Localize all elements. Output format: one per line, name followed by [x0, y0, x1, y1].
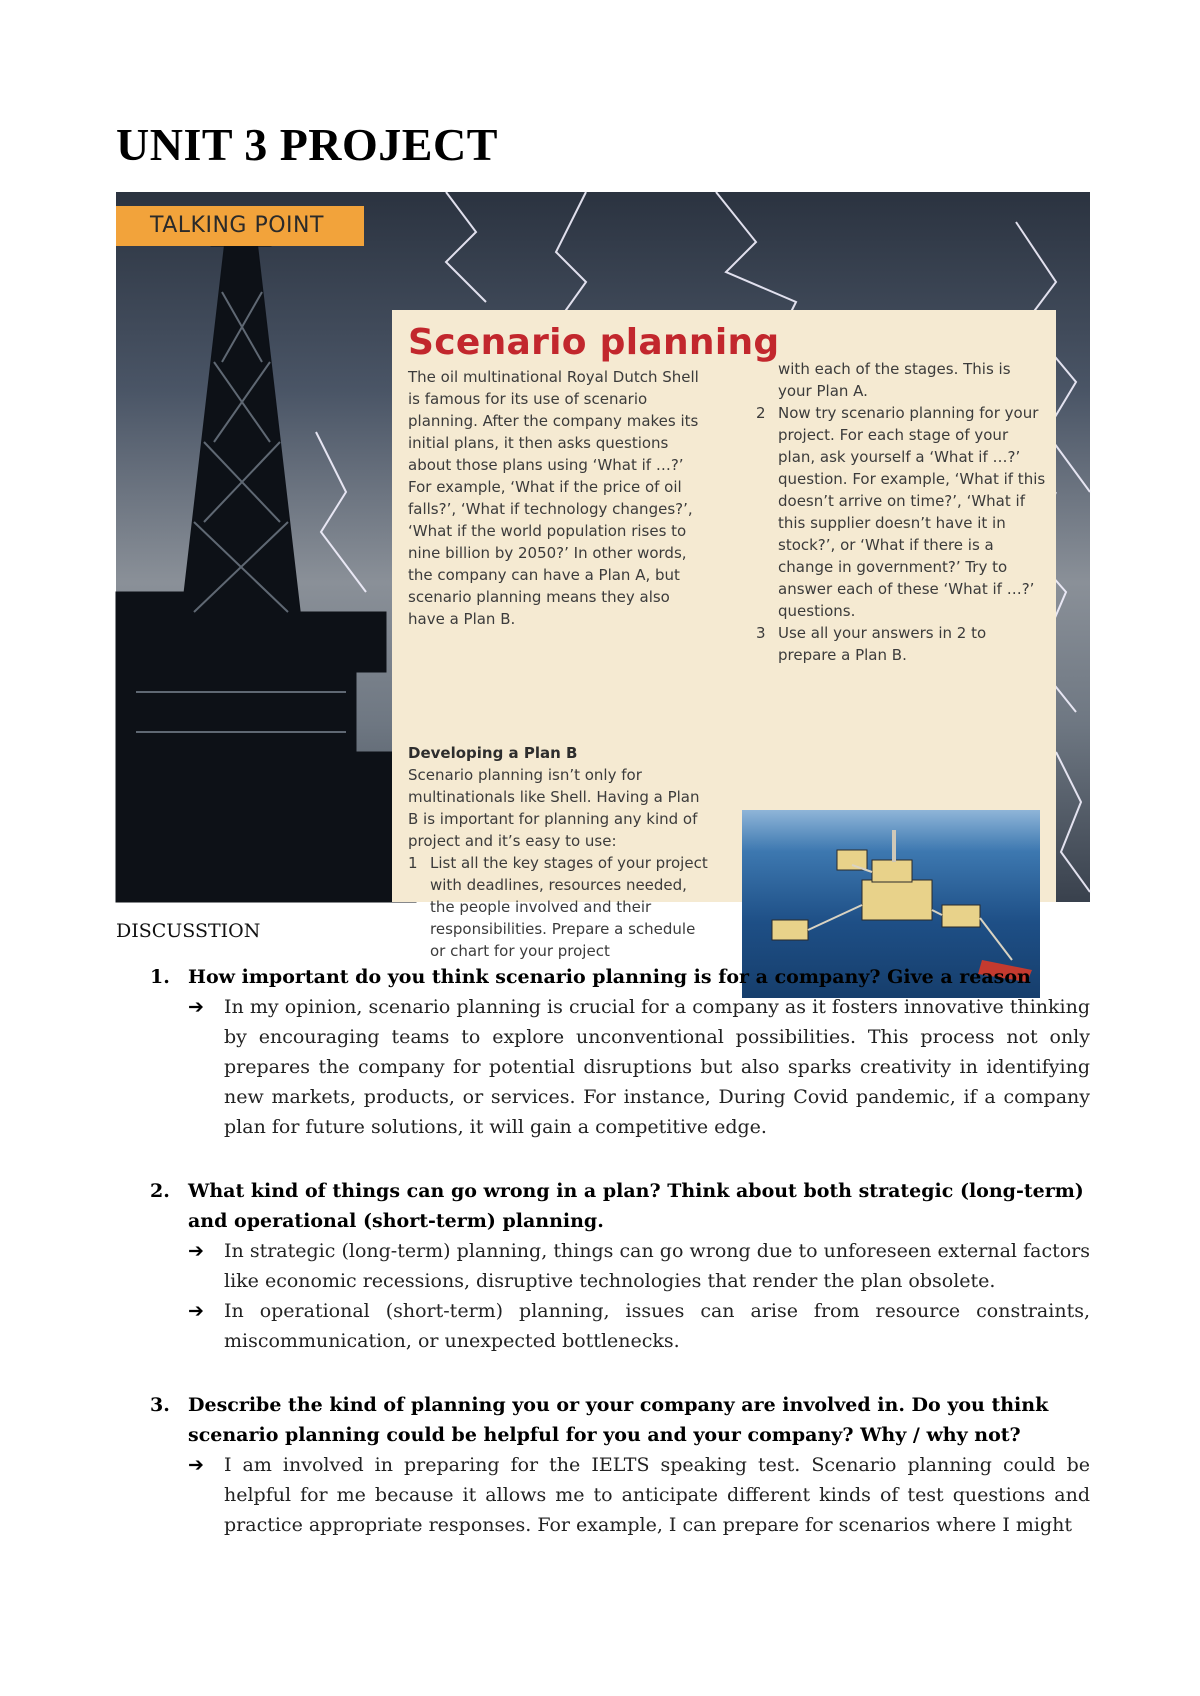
- card-intro-text: The oil multinational Royal Dutch Shell is famous for its use of scenario planning. After the company makes its initial plans, it then asks questions about those plans using ‘What if …?’ For example, ‘What if the price of oil falls?’, ‘What if technology changes?’, ‘What if the world population rises to nine billion by 2050?’ In other words, the company can have a Plan A, but scenario planning means they also have a Plan B.: [408, 368, 699, 628]
- discussion-question-2: [150, 1176, 1090, 1356]
- question-heading: [150, 1176, 1090, 1236]
- question-text: How important do you think scenario planning is for a company? Give a reason: [188, 966, 1031, 988]
- question-number: 3.: [150, 1394, 170, 1416]
- card-step-3: [756, 622, 1048, 666]
- question-number: 1.: [150, 966, 170, 988]
- question-text: Describe the kind of planning you or your company are involved in. Do you think scenario planning could be helpful for you and your company? Why / why not?: [188, 1394, 1049, 1446]
- question-text: What kind of things can go wrong in a plan? Think about both strategic (long-term) and operational (short-term) planning.: [188, 1180, 1084, 1232]
- answer-text: In my opinion, scenario planning is crucial for a company as it fosters innovative thinking by encouraging teams to explore unconventional possibilities. This process not only prepares the company for potential disruptions but also sparks creativity in identifying new markets, products, or services. For instance, During Covid pandemic, if a company plan for future solutions, it will gain a competitive edge.: [224, 996, 1090, 1138]
- card-right-column: [756, 358, 1048, 666]
- question-heading: [150, 962, 1090, 992]
- card-step-1: [408, 852, 708, 962]
- card-title: Scenario planning: [408, 322, 780, 363]
- arrow-icon: ➔: [188, 996, 204, 1018]
- step-text: Now try scenario planning for your project. For each stage of your plan, ask yourself a ‘What if …?’ question. For example, ‘What if this doesn’t arrive on time?’, ‘What if this supplier doesn’t have it in stock?’, or ‘What if there is a change in government?’ Try to answer each of these ‘What if …?’ questions.: [778, 404, 1046, 620]
- answer-item: [150, 1296, 1090, 1356]
- card-subheading: Developing a Plan B: [408, 744, 578, 762]
- card-step-2: [756, 402, 1048, 622]
- arrow-icon: ➔: [188, 1240, 204, 1262]
- answer-text: In strategic (long-term) planning, things can go wrong due to unforeseen external factors like economic recessions, disruptive technologies that render the plan obsolete.: [224, 1240, 1090, 1292]
- answer-item: [150, 1236, 1090, 1296]
- question-heading: [150, 1390, 1090, 1450]
- discussion-question-1: [150, 962, 1090, 1142]
- page-title: UNIT 3 PROJECT: [116, 119, 498, 170]
- answer-text: I am involved in preparing for the IELTS speaking test. Scenario planning could be helpful for me because it allows me to anticipate different kinds of test questions and practice appropriate responses. For example, I can prepare for scenarios where I might: [224, 1454, 1090, 1536]
- step-number: 1: [408, 854, 418, 872]
- question-number: 2.: [150, 1180, 170, 1202]
- discussion-question-3: [150, 1390, 1090, 1540]
- card-sub-text: Scenario planning isn’t only for multinationals like Shell. Having a Plan B is important for planning any kind of project and it’s easy to use:: [408, 766, 700, 850]
- talking-point-tag: TALKING POINT: [116, 206, 364, 246]
- arrow-icon: ➔: [188, 1454, 204, 1476]
- card-step-1-continued: [756, 358, 1048, 402]
- step-text: Use all your answers in 2 to prepare a Plan B.: [778, 624, 987, 664]
- answer-item: [150, 992, 1090, 1142]
- answer-item: [150, 1450, 1090, 1540]
- answer-text: In operational (short-term) planning, issues can arise from resource constraints, miscommunication, or unexpected bottlenecks.: [224, 1300, 1090, 1352]
- arrow-icon: ➔: [188, 1300, 204, 1322]
- discussion-label: DISCUSSTION: [116, 920, 261, 942]
- scenario-planning-card: [392, 310, 1056, 960]
- step-number: 3: [756, 624, 766, 642]
- step-text: List all the key stages of your project with deadlines, resources needed, the people involved and their responsibilities. Prepare a schedule or chart for your project: [430, 854, 708, 960]
- step-number: 2: [756, 404, 766, 422]
- step-text: with each of the stages. This is your Plan A.: [778, 360, 1011, 400]
